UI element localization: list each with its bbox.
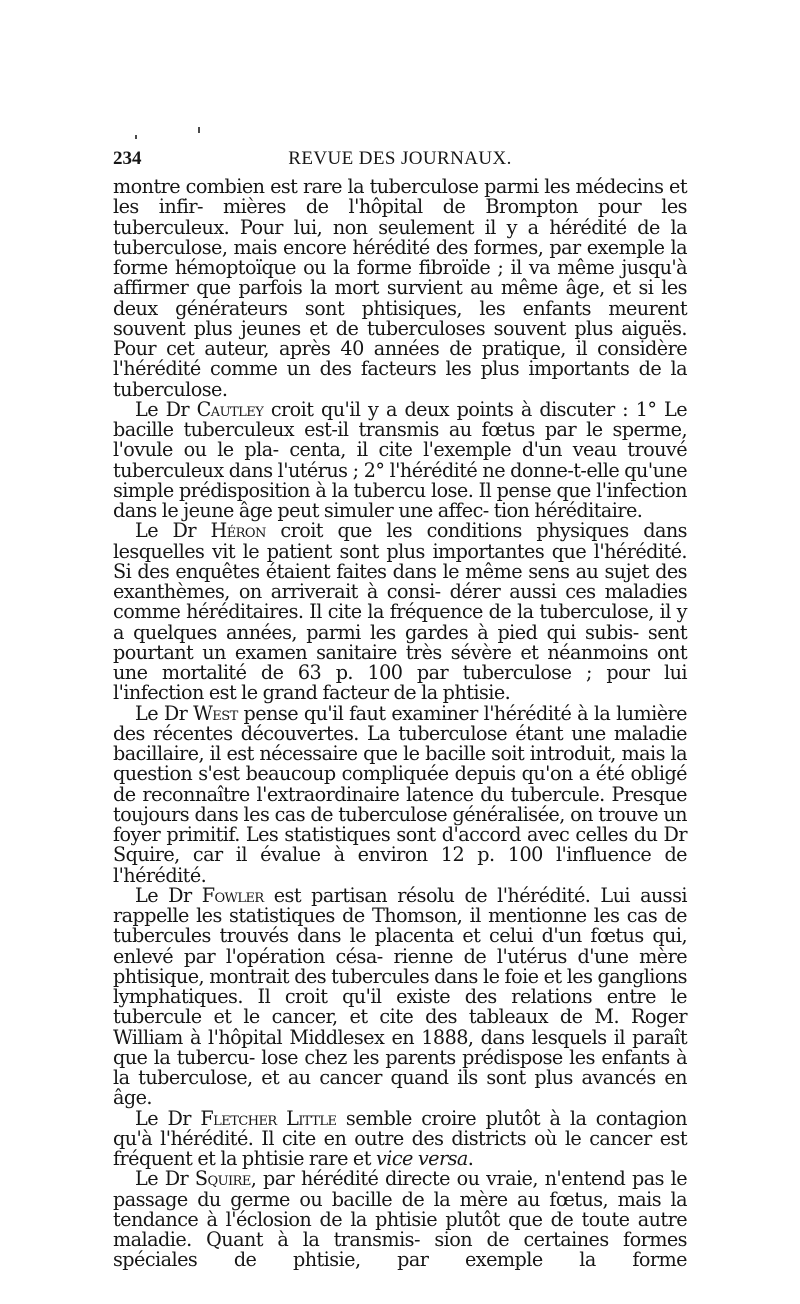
paragraph: [113, 1169, 687, 1270]
running-title: REVUE DES JOURNAUX.: [288, 148, 512, 169]
text-line: à l'hôpital Middlesex en 1888, dans lesquels il paraît que la tubercu-: [113, 1025, 687, 1069]
page-header: [113, 148, 687, 172]
text-line: lose. Il pense que l'infection dans le jeune âge peut simuler une affec-: [113, 478, 687, 522]
doctor-name: Squire: [194, 1167, 251, 1191]
text-line: tion héréditaire.: [493, 499, 643, 522]
text-line: cancer quand ils sont plus avancés en âge.: [113, 1066, 687, 1110]
doctor-title: Le Dr: [135, 1167, 195, 1191]
text-line: lose chez les parents prédispose les enfants à la tuberculose, et au: [113, 1045, 687, 1089]
text-line: montre combien est rare la tuberculose parmi les médecins et les infir-: [113, 175, 687, 219]
text-line: tuberculeux est-il transmis au fœtus par le sperme, l'ovule ou le pla-: [113, 418, 687, 462]
text-line: le foie et les ganglions lymphatiques. Il croit qu'il existe des relations: [113, 964, 687, 1008]
punctuation: .: [467, 1147, 474, 1170]
text-line: de l'hérédité.: [113, 843, 687, 887]
text-line: 40 années de pratique, il considère l'hérédité comme un des facteurs: [113, 337, 687, 381]
text-line: sion de certaines formes spéciales de phtisie, par exemple la forme: [113, 1228, 687, 1272]
text-line: phtisie rare et: [241, 1147, 376, 1170]
text-line: croit que les conditions physiques dans lesquelles vit le: [113, 519, 687, 563]
margin-speck: [198, 127, 200, 133]
latin-phrase: vice versa: [375, 1147, 468, 1170]
text-line: , par hérédité directe ou vraie, n'entend pas le passage: [113, 1167, 687, 1211]
doctor-title: Le Dr: [135, 883, 202, 907]
text-line: avec celles du Dr Squire, car il évalue à environ 12 p. 100 l'influence: [113, 823, 687, 867]
doctor-title: Le Dr: [135, 1106, 201, 1130]
paragraph: [113, 701, 687, 887]
text-line: est partisan résolu de l'hérédité. Lui aussi rappelle: [113, 883, 687, 927]
paragraph: [113, 883, 688, 1110]
doctor-title: Le Dr: [135, 519, 211, 543]
text-line: sent pourtant un examen sanitaire très sévère et néanmoins ont une: [113, 620, 687, 684]
text-line: seulement il y a hérédité de la tuberculose, mais encore hérédité des: [113, 215, 687, 259]
text-line: compliquée depuis qu'on a été obligé de reconnaître l'extraordinaire: [113, 762, 687, 806]
text-line: patient sont plus importantes que l'hérédité. Si des enquêtes étaient: [113, 539, 687, 583]
text-line: les plus importants de la tuberculose.: [113, 357, 687, 401]
text-line: centa, il cite l'exemple d'un veau trouvé tuberculeux dans l'utérus ;: [113, 438, 687, 482]
text-line: 2° l'hérédité ne donne-t-elle qu'une simple prédisposition à la tubercu: [113, 458, 687, 502]
text-line: dans le placenta et celui d'un fœtus qui, enlevé par l'opération césa-: [113, 924, 687, 968]
text-line: dérer aussi ces maladies comme héréditaires. Il cite la fréquence de la: [113, 580, 687, 624]
text-line: jeunes et de tuberculoses souvent plus aiguës. Pour cet auteur, après: [113, 316, 687, 360]
text-line: croit qu'il y a deux points à discuter : 1° Le bacille: [113, 397, 687, 441]
doctor-title: Le Dr: [135, 701, 194, 725]
text-line: formes, par exemple la forme hémoptoïque ou la forme fibroïde ; il va: [113, 235, 687, 279]
margin-speck: [135, 135, 137, 139]
doctor-name: Fowler: [201, 883, 264, 907]
text-line: de la phtisie plutôt que de toute autre maladie. Quant à la transmis-: [113, 1207, 687, 1251]
paragraph: [113, 1106, 687, 1170]
text-line: tuberculose, il y a quelques années, parmi les gardes à pied qui subis-: [113, 600, 687, 644]
paragraph: [113, 521, 687, 703]
text-line: récentes découvertes. La tuberculose étant une maladie bacillaire, il est: [113, 721, 687, 765]
text-line: l'hérédité. Il cite en outre des districts où le cancer est fréquent et la: [113, 1126, 687, 1170]
text-line: facteur de la phtisie.: [322, 681, 511, 705]
text-line: même jusqu'à affirmer que parfois la mort survient au même âge, et si: [113, 256, 687, 300]
text-line: latence du tubercule. Presque toujours dans les cas de tuberculose: [113, 782, 687, 826]
text-line: pense qu'il faut examiner l'hérédité à la lumière des: [113, 701, 687, 745]
paragraph: [113, 177, 687, 400]
doctor-title: Le Dr: [135, 397, 197, 421]
doctor-name: West: [193, 701, 238, 725]
text-line: nécessaire que le bacille soit introduit, mais la question s'est beaucoup: [113, 742, 687, 786]
body-text: [113, 177, 687, 1271]
text-line: généralisée, on trouve un foyer primitif. Les statistiques sont d'accord: [113, 802, 687, 846]
text-line: mortalité de 63 p. 100 par tuberculose ; pour lui l'infection est le grand: [113, 661, 687, 705]
text-line: semble croire plutôt à la contagion qu'à: [113, 1106, 687, 1150]
text-line: mières de l'hôpital de Brompton pour les tuberculeux. Pour lui, non: [113, 195, 687, 239]
paragraph: [113, 397, 687, 522]
doctor-name: Fletcher Little: [200, 1106, 337, 1130]
text-line: les statistiques de Thomson, il mentionne les cas de tubercules trouvés: [113, 904, 687, 948]
doctor-name: Héron: [210, 519, 266, 543]
text-line: entre le tubercule et le cancer, et cite des tableaux de M. Roger William: [113, 985, 687, 1049]
text-line: rienne de l'utérus d'une mère phtisique, montrait des tubercules dans: [113, 944, 688, 988]
doctor-name: Cautley: [196, 397, 264, 421]
text-line: les deux générateurs sont phtisiques, les enfants meurent souvent plus: [113, 276, 687, 340]
page-number: 234: [113, 148, 142, 169]
text-line: du germe ou bacille de la mère au fœtus, mais la tendance à l'éclosion: [113, 1187, 687, 1231]
text-line: faites dans le même sens au sujet des exanthèmes, on arriverait à consi-: [113, 559, 687, 603]
